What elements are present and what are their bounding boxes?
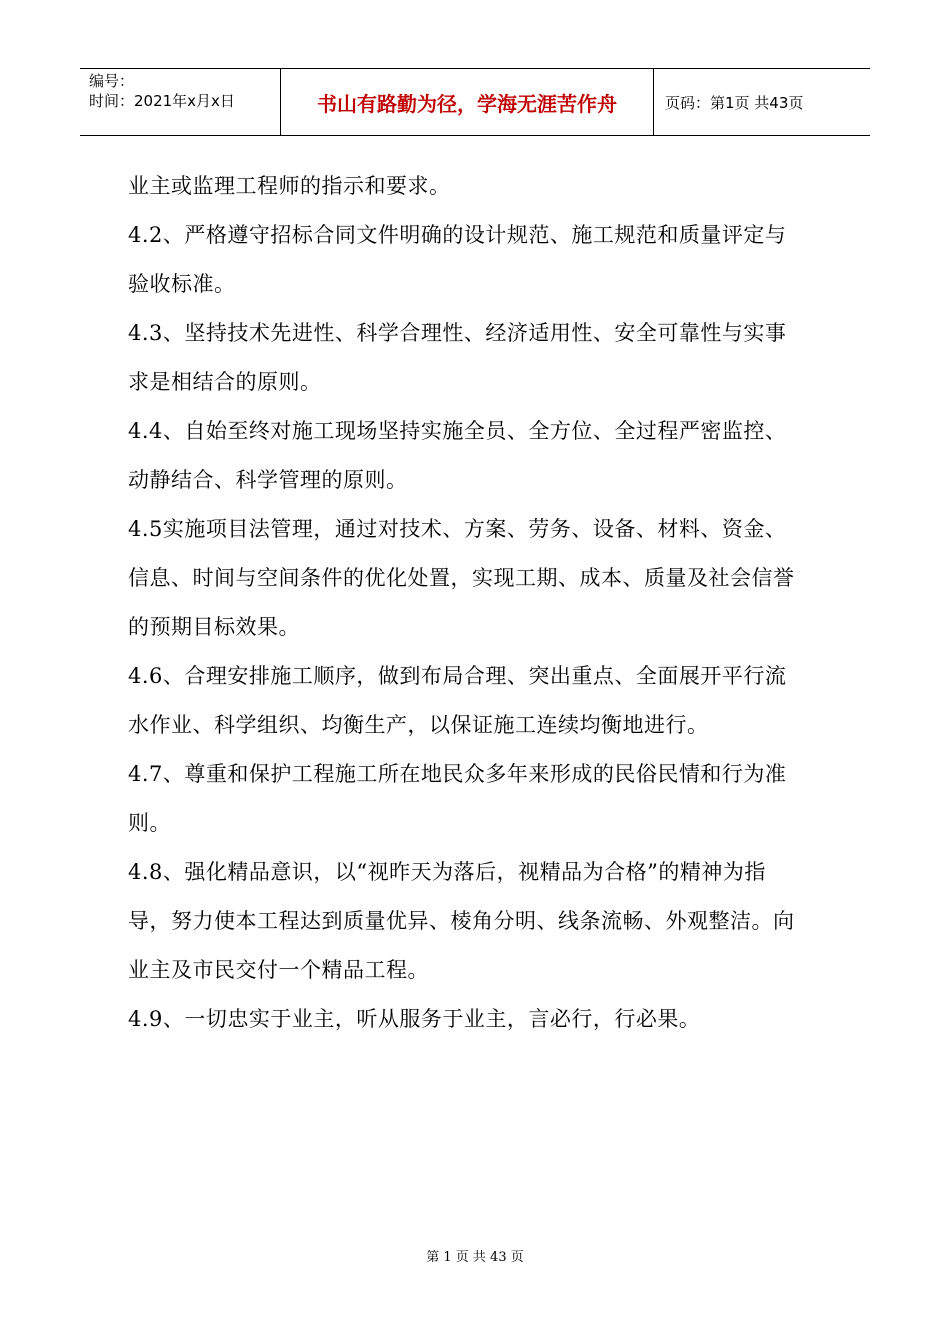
body-line: 求是相结合的原则。 bbox=[128, 370, 322, 394]
header-meta bbox=[80, 69, 281, 135]
body-line: 业主或监理工程师的指示和要求。 bbox=[128, 174, 451, 198]
page-header bbox=[80, 68, 870, 136]
document-body bbox=[128, 162, 828, 1044]
body-line: 4.6、合理安排施工顺序，做到布局合理、突出重点、全面展开平行流 bbox=[128, 664, 787, 688]
header-motto: 书山有路勤为径，学海无涯苦作舟 bbox=[281, 69, 654, 135]
body-line: 4.8、强化精品意识，以“视昨天为落后，视精品为合格”的精神为指 bbox=[128, 860, 766, 884]
body-line: 4.7、尊重和保护工程施工所在地民众多年来形成的民俗民情和行为准 bbox=[128, 762, 787, 786]
body-line: 4.4、自始至终对施工现场坚持实施全员、全方位、全过程严密监控、 bbox=[128, 419, 787, 443]
body-line: 4.2、严格遵守招标合同文件明确的设计规范、施工规范和质量评定与 bbox=[128, 223, 787, 247]
body-line: 4.3、坚持技术先进性、科学合理性、经济适用性、安全可靠性与实事 bbox=[128, 321, 787, 345]
document-time-label: 时间：2021年x月x日 bbox=[89, 92, 235, 110]
body-line: 验收标准。 bbox=[128, 272, 236, 296]
body-line: 4.5实施项目法管理，通过对技术、方案、劳务、设备、材料、资金、 bbox=[128, 517, 787, 541]
body-line: 则。 bbox=[128, 811, 171, 835]
document-number-label: 编号： bbox=[89, 72, 135, 90]
body-line: 的预期目标效果。 bbox=[128, 615, 300, 639]
body-line: 水作业、科学组织、均衡生产，以保证施工连续均衡地进行。 bbox=[128, 713, 709, 737]
body-line: 信息、时间与空间条件的优化处置，实现工期、成本、质量及社会信誉 bbox=[128, 566, 795, 590]
body-line: 4.9、一切忠实于业主，听从服务于业主，言必行，行必果。 bbox=[128, 1007, 701, 1031]
body-line: 业主及市民交付一个精品工程。 bbox=[128, 958, 429, 982]
body-line: 导，努力使本工程达到质量优异、棱角分明、线条流畅、外观整洁。向 bbox=[128, 909, 795, 933]
page-footer: 第 1 页 共 43 页 bbox=[426, 1250, 524, 1265]
body-line: 动静结合、科学管理的原则。 bbox=[128, 468, 408, 492]
header-page-info: 页码：第1页 共43页 bbox=[665, 93, 804, 112]
